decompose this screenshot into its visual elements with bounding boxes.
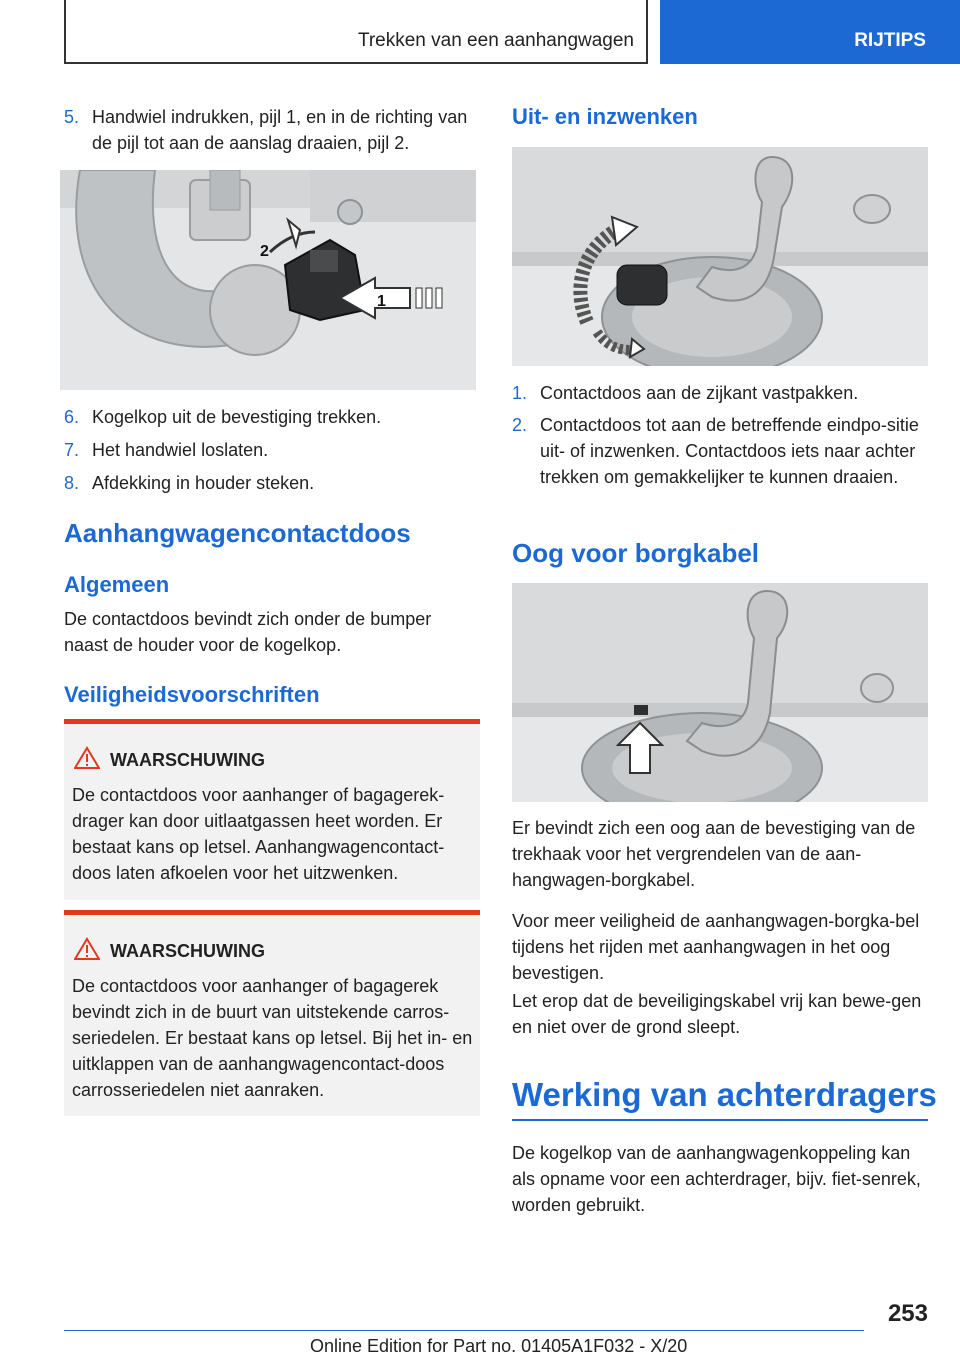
step-text: Contactdoos aan de zijkant vastpakken. <box>540 383 859 403</box>
chapter-title: Trekken van een aanhangwagen <box>357 30 634 51</box>
general-text: De contactdoos bevindt zich onder de bumper naast de houder voor de kogelkop. <box>64 609 432 655</box>
socket-swing-illustration <box>512 147 928 366</box>
handwheel-illustration <box>60 170 476 390</box>
eye-text-1: Er bevindt zich een oog aan de bevestiging van de trekhaak voor het vergrendelen van de aan-hangwagen-borgkabel. <box>512 818 916 890</box>
step-number: 5. <box>64 107 80 127</box>
warning-title: WAARSCHUWING <box>110 750 265 770</box>
step-text: Het handwiel loslaten. <box>92 440 269 460</box>
warning-box-2 <box>64 910 480 1116</box>
carriers-text: De kogelkop van de aanhangwagenkoppeling kan als opname voor een achterdrager, bijv. fiet-senrek, worden gebruikt. <box>512 1143 921 1215</box>
step-text: Afdekking in houder steken. <box>92 473 315 493</box>
callout-1: 1 <box>377 293 386 310</box>
step-text: Handwiel indrukken, pijl 1, en in de richting van de pijl tot aan de aanslag draaien, pijl 2. <box>92 107 468 153</box>
eye-text-3: Let erop dat de beveiligingskabel vrij kan bewe-gen en niet over de grond sleept. <box>512 991 922 1037</box>
callout-2: 2 <box>260 243 269 260</box>
step-number: 7. <box>64 440 80 460</box>
heading-rear-carriers: Werking van achterdragers <box>512 1076 937 1113</box>
step-2 <box>512 412 928 516</box>
socket-swing-drawing <box>512 147 928 366</box>
heading-safety: Veiligheidsvoorschriften <box>64 682 320 707</box>
page-number: 253 <box>887 1300 928 1327</box>
warning-title: WAARSCHUWING <box>110 941 265 961</box>
warning-box-1 <box>64 719 480 900</box>
heading-rule <box>512 1119 928 1121</box>
safety-eye-drawing <box>512 583 928 802</box>
section-label: RIJTIPS <box>854 30 926 51</box>
section-tab[interactable] <box>660 0 960 64</box>
step-1 <box>512 380 928 406</box>
step-6 <box>64 404 480 430</box>
eye-text-2: Voor meer veiligheid de aanhangwagen-borgka-bel tijdens het rijden met aanhangwagen in het oog bevestigen. <box>512 911 920 983</box>
step-5 <box>64 104 480 160</box>
step-text: Contactdoos tot aan de betreffende eindpo-sitie uit- of inzwenken. Contactdoos iets naar achter trekken om gemakkelijker te kunnen draaien. <box>540 415 919 487</box>
step-number: 2. <box>512 415 528 435</box>
warning-text: De contactdoos voor aanhanger of bagagerek bevindt zich in de buurt van uitstekende carros-seriedelen. Er bestaat kans op letsel. Bij het in- en uitklappen van de aanhangwagencontact-doos carrosseriedelen niet aanraken. <box>72 976 473 1100</box>
handwheel-drawing <box>60 170 476 390</box>
step-text: Kogelkop uit de bevestiging trekken. <box>92 407 382 427</box>
heading-safety-eye: Oog voor borgkabel <box>512 538 760 568</box>
step-number: 8. <box>64 473 80 493</box>
warning-text: De contactdoos voor aanhanger of bagagerek-drager kan door uitlaatgassen heet worden. Er bestaat kans op letsel. Aanhangwagencontact-doos laten afkoelen voor het uitzwenken. <box>72 785 445 883</box>
heading-general: Algemeen <box>64 572 170 597</box>
footer-rule <box>64 1330 864 1331</box>
footer-edition: Online Edition for Part no. 01405A1F032 - X/20 <box>310 1336 688 1356</box>
step-7 <box>64 437 480 463</box>
step-8 <box>64 470 480 496</box>
header-title-box <box>64 0 648 64</box>
heading-swing: Uit- en inzwenken <box>512 104 698 129</box>
safety-eye-illustration <box>512 583 928 802</box>
warning-icon <box>74 746 100 770</box>
heading-trailer-socket: Aanhangwagencontactdoos <box>64 518 411 548</box>
warning-icon <box>74 937 100 961</box>
step-number: 1. <box>512 383 528 403</box>
step-number: 6. <box>64 407 80 427</box>
